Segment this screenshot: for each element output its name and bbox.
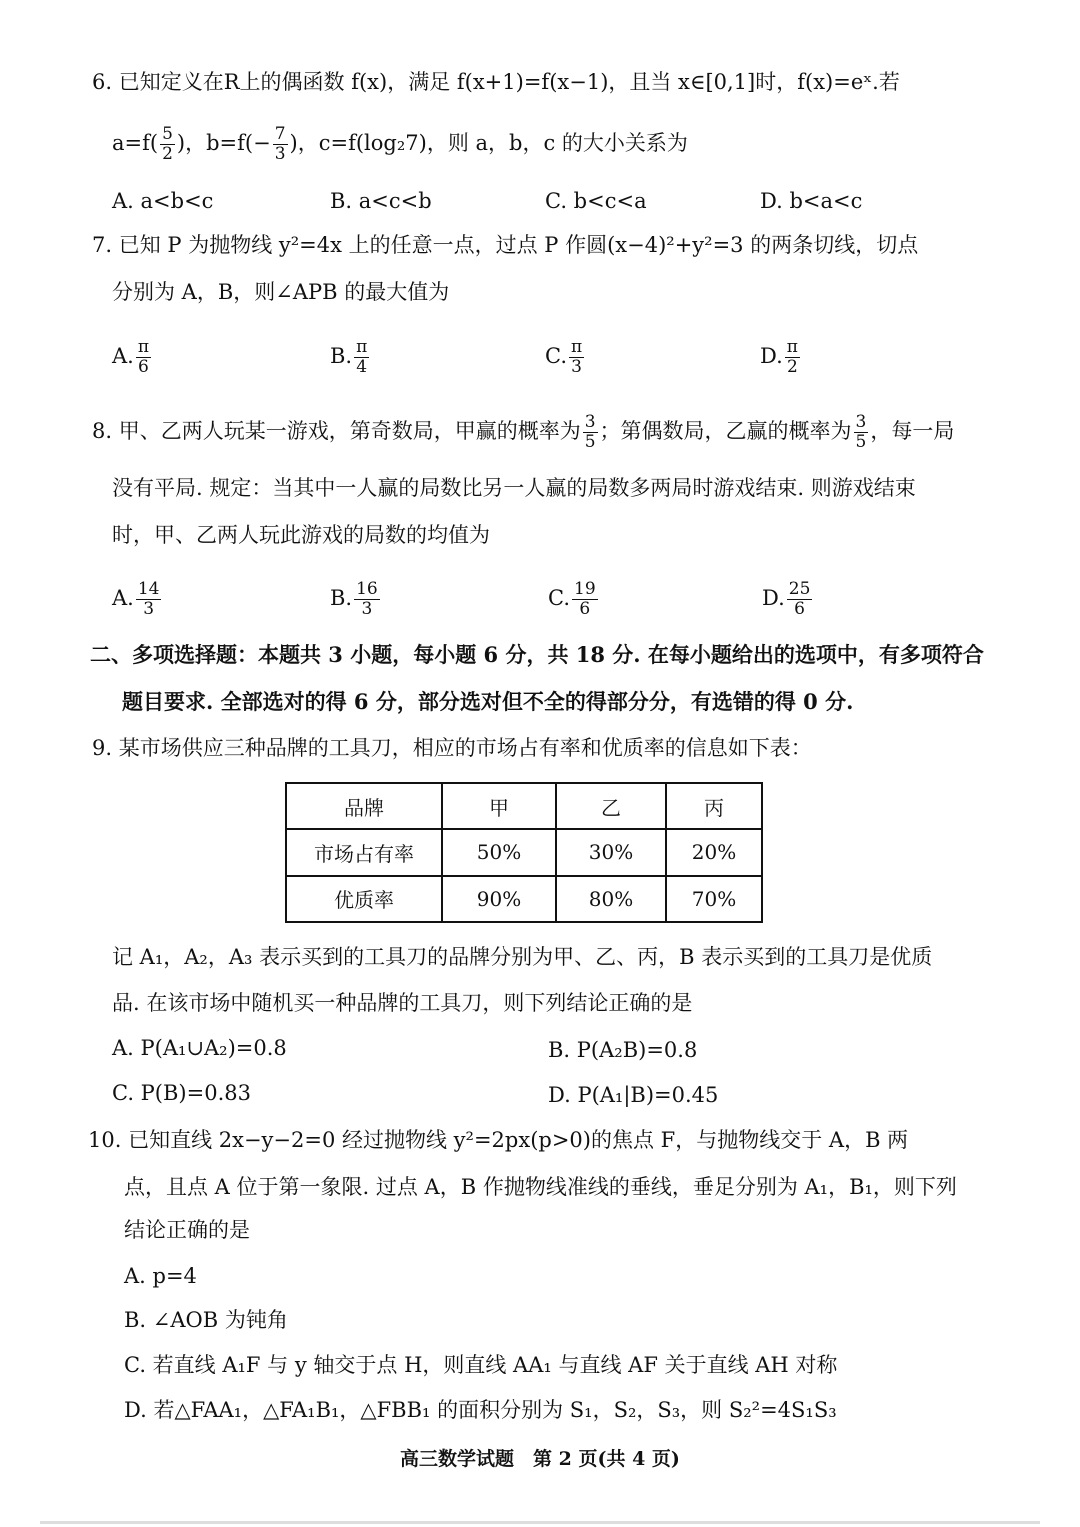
q6-option-a: A. a<b<c bbox=[112, 189, 214, 213]
denominator: 6 bbox=[138, 357, 149, 377]
numerator: 16 bbox=[356, 579, 378, 599]
q8-stem-line3: 时，甲、乙两人玩此游戏的局数的均值为 bbox=[112, 523, 490, 547]
q9-option-b: B. P(A₂B)=0.8 bbox=[548, 1038, 698, 1062]
fraction bbox=[787, 580, 813, 619]
q9-stem-line2: 记 A₁，A₂，A₃ 表示买到的工具刀的品牌分别为甲、乙、丙，B 表示买到的工具刀是优质 bbox=[112, 945, 933, 969]
numerator: π bbox=[356, 337, 368, 357]
q8-text: 8. 甲、乙两人玩某一游戏，第奇数局，甲赢的概率为 bbox=[92, 419, 581, 443]
q7-stem-line1: 7. 已知 P 为抛物线 y²=4x 上的任意一点，过点 P 作圆(x−4)²+y²=3 的两条切线，切点 bbox=[92, 233, 919, 257]
q9-option-a: A. P(A₁∪A₂)=0.8 bbox=[112, 1036, 287, 1060]
option-label: B. bbox=[330, 586, 353, 610]
q9-option-d: D. P(A₁|B)=0.45 bbox=[548, 1083, 719, 1107]
q8-option-a bbox=[112, 580, 163, 619]
denominator: 3 bbox=[361, 599, 373, 619]
table-cell: 80% bbox=[556, 876, 666, 922]
denominator: 6 bbox=[794, 599, 805, 619]
q8-text: ，每一局 bbox=[870, 419, 955, 443]
denominator: 5 bbox=[855, 432, 867, 452]
q10-option-b: B. ∠AOB 为钝角 bbox=[124, 1308, 288, 1332]
table-cell: 市场占有率 bbox=[286, 829, 442, 875]
fraction bbox=[583, 413, 598, 452]
q6-text: )，c=f(log₂7)，则 a，b，c 的大小关系为 bbox=[289, 131, 688, 155]
q6-text: )，b=f(− bbox=[176, 131, 271, 155]
denominator: 2 bbox=[162, 144, 173, 164]
fraction bbox=[854, 413, 869, 452]
table-cell: 优质率 bbox=[286, 876, 442, 922]
numerator: 7 bbox=[274, 124, 286, 144]
option-label: D. bbox=[762, 586, 785, 610]
q10-option-d: D. 若△FAA₁，△FA₁B₁，△FBB₁ 的面积分别为 S₁，S₂，S₃，则 S₂²=4S₁S₃ bbox=[124, 1398, 837, 1422]
q10-option-a: A. p=4 bbox=[124, 1264, 197, 1288]
fraction bbox=[136, 338, 151, 377]
q10-option-c: C. 若直线 A₁F 与 y 轴交于点 H，则直线 AA₁ 与直线 AF 关于直线 AH 对称 bbox=[124, 1353, 838, 1377]
q6-text: a=f( bbox=[112, 131, 159, 155]
section2-instructions: 题目要求. 全部选对的得 6 分，部分选对但不全的得部分分，有选错的得 0 分. bbox=[122, 689, 854, 714]
table-header-cell: 品牌 bbox=[286, 783, 442, 829]
denominator: 4 bbox=[356, 357, 368, 377]
scan-edge-divider bbox=[40, 1521, 1040, 1524]
table-header-cell: 甲 bbox=[442, 783, 556, 829]
fraction bbox=[273, 125, 288, 164]
denominator: 3 bbox=[571, 357, 582, 377]
q7-option-b bbox=[330, 338, 371, 377]
numerator: 5 bbox=[162, 124, 173, 144]
option-label: A. bbox=[112, 586, 134, 610]
q6-option-c: C. b<c<a bbox=[545, 189, 647, 213]
q8-option-b bbox=[330, 580, 382, 619]
q9-stem-line3: 品. 在该市场中随机买一种品牌的工具刀，则下列结论正确的是 bbox=[112, 991, 693, 1015]
numerator: π bbox=[137, 337, 150, 357]
q6-option-b: B. a<c<b bbox=[330, 189, 432, 213]
q10-stem-line2: 点，且点 A 位于第一象限. 过点 A，B 作抛物线准线的垂线，垂足分别为 A₁，B₁，则下列 bbox=[124, 1175, 957, 1199]
table-header-cell: 乙 bbox=[556, 783, 666, 829]
table-cell: 30% bbox=[556, 829, 666, 875]
q6-stem-line1: 6. 已知定义在R上的偶函数 f(x)，满足 f(x+1)=f(x−1)，且当 x∈[0,1]时，f(x)=eˣ.若 bbox=[92, 70, 900, 94]
page-footer: 高三数学试题 第 2 页(共 4 页) bbox=[400, 1448, 680, 1470]
fraction bbox=[354, 338, 369, 377]
fraction bbox=[160, 125, 175, 164]
section2-heading: 二、多项选择题：本题共 3 小题，每小题 6 分，共 18 分. 在每小题给出的选项中，有多项符合 bbox=[90, 642, 984, 667]
q8-option-d bbox=[762, 580, 814, 619]
table-row bbox=[286, 876, 762, 922]
option-label: C. bbox=[545, 344, 567, 368]
q7-option-d bbox=[760, 338, 802, 377]
table-header-cell: 丙 bbox=[666, 783, 762, 829]
fraction bbox=[572, 580, 598, 619]
denominator: 6 bbox=[579, 599, 591, 619]
q6-stem-line2 bbox=[112, 125, 688, 164]
q9-option-c: C. P(B)=0.83 bbox=[112, 1081, 251, 1105]
fraction bbox=[569, 338, 584, 377]
numerator: 25 bbox=[788, 579, 811, 599]
fraction bbox=[136, 580, 162, 619]
q8-stem-line2: 没有平局. 规定：当其中一人赢的局数比另一人赢的局数多两局时游戏结束. 则游戏结束 bbox=[112, 476, 916, 500]
numerator: 3 bbox=[584, 412, 596, 432]
option-label: A. bbox=[112, 344, 134, 368]
q10-stem-line3: 结论正确的是 bbox=[124, 1218, 250, 1242]
option-label: D. bbox=[760, 344, 783, 368]
q8-option-c bbox=[548, 580, 600, 619]
numerator: 14 bbox=[137, 579, 160, 599]
denominator: 3 bbox=[143, 599, 155, 619]
table-cell: 50% bbox=[442, 829, 556, 875]
denominator: 3 bbox=[274, 144, 286, 164]
fraction bbox=[354, 580, 380, 619]
table-cell: 70% bbox=[666, 876, 762, 922]
q10-stem-line1: 10. 已知直线 2x−y−2=0 经过抛物线 y²=2px(p>0)的焦点 F，与抛物线交于 A，B 两 bbox=[88, 1128, 909, 1152]
denominator: 5 bbox=[584, 432, 596, 452]
option-label: B. bbox=[330, 344, 353, 368]
q7-option-c bbox=[545, 338, 586, 377]
table-cell: 20% bbox=[666, 829, 762, 875]
numerator: π bbox=[786, 337, 798, 357]
q8-text: ；第偶数局，乙赢的概率为 bbox=[599, 419, 852, 443]
q6-option-d: D. b<a<c bbox=[760, 189, 863, 213]
fraction bbox=[785, 338, 800, 377]
option-label: C. bbox=[548, 586, 570, 610]
q7-option-a bbox=[112, 338, 153, 377]
numerator: 3 bbox=[855, 412, 867, 432]
numerator: 19 bbox=[574, 579, 596, 599]
brand-table bbox=[285, 782, 763, 923]
table-cell: 90% bbox=[442, 876, 556, 922]
q8-stem-line1 bbox=[92, 413, 954, 452]
table-row bbox=[286, 829, 762, 875]
denominator: 2 bbox=[786, 357, 798, 377]
table-header-row bbox=[286, 783, 762, 829]
q9-stem-line1: 9. 某市场供应三种品牌的工具刀，相应的市场占有率和优质率的信息如下表： bbox=[92, 736, 812, 760]
numerator: π bbox=[571, 337, 583, 357]
q7-stem-line2: 分别为 A，B，则∠APB 的最大值为 bbox=[112, 280, 450, 304]
